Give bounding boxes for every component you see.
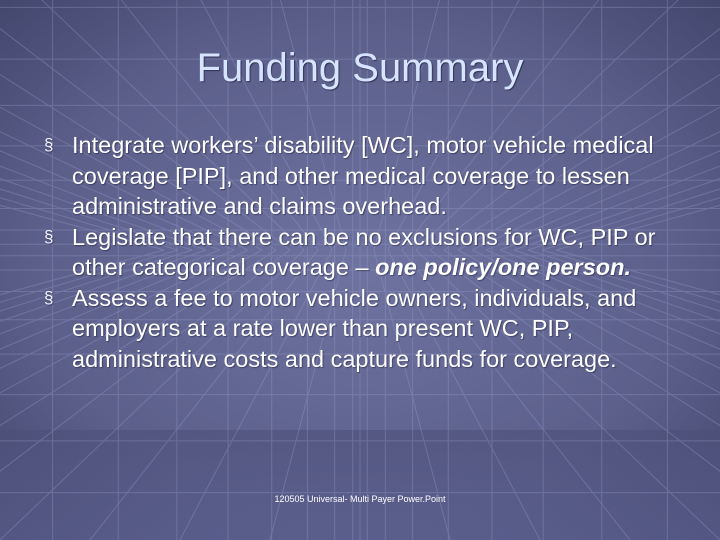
bullet-text: Assess a fee to motor vehicle owners, individuals, and employers at a rate lower than present WC, PIP, administrative costs and capture funds for coverage. (72, 284, 637, 372)
bullet-text: Integrate workers’ disability [WC], motor vehicle medical coverage [PIP], and other medical coverage to lessen administrative and claims overhead. (72, 132, 654, 219)
slide-title: Funding Summary (196, 46, 524, 90)
square-bullet-icon: § (44, 226, 54, 246)
slide-footer: 120505 Universal- Multi Payer Power.Point (274, 494, 446, 504)
bullet-item (42, 283, 682, 375)
bullet-item (42, 130, 682, 222)
bullet-item (42, 222, 682, 283)
bullet-list (42, 130, 682, 374)
square-bullet-icon: § (44, 135, 54, 154)
square-bullet-icon: § (44, 287, 54, 307)
bullet-text: Legislate that there can be no exclusions for WC, PIP or other categorical coverage – (72, 223, 656, 280)
bullet-emphasis: one policy/one person. (375, 254, 632, 280)
